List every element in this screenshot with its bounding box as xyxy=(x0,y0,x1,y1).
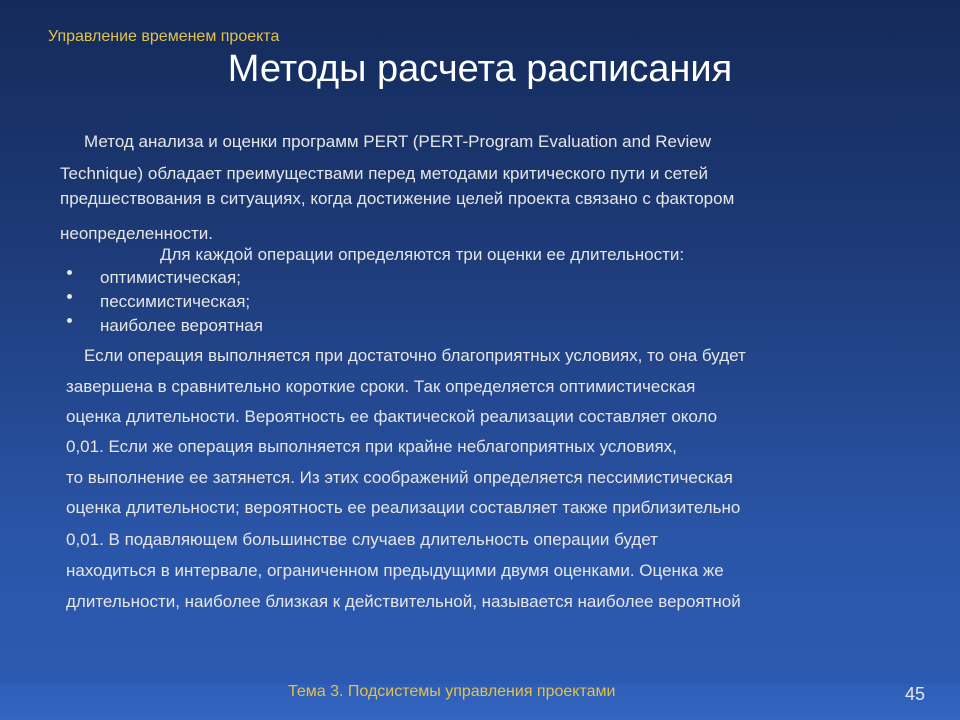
footer-topic: Тема 3. Подсистемы управления проектами xyxy=(288,683,616,700)
estimate-item-most-likely: наиболее вероятная xyxy=(100,316,263,335)
intro-line: Technique) обладает преимуществами перед методами критического пути и сетей xyxy=(60,164,709,183)
explanation-line: 0,01. Если же операция выполняется при крайне неблагоприятных условиях, xyxy=(66,437,677,456)
bullet-icon xyxy=(67,294,72,299)
intro-line: предшествования в ситуациях, когда достижение целей проекта связано с фактором xyxy=(60,189,735,208)
explanation-line: 0,01. В подавляющем большинстве случаев длительность операции будет xyxy=(66,530,658,549)
estimates-lead: Для каждой операции определяются три оценки ее длительности: xyxy=(160,245,685,264)
page-number: 45 xyxy=(905,684,926,704)
intro-line: Метод анализа и оценки программ PERT (PERT-Program Evaluation and Review xyxy=(84,132,711,151)
estimate-item-optimistic: оптимистическая; xyxy=(100,268,241,287)
explanation-line: оценка длительности; вероятность ее реализации составляет также приблизительно xyxy=(66,498,741,517)
explanation-line: то выполнение ее затянется. Из этих соображений определяется пессимистическая xyxy=(66,468,733,487)
bullet-icon xyxy=(67,318,72,323)
explanation-line: находиться в интервале, ограниченном предыдущими двумя оценками. Оценка же xyxy=(66,561,724,580)
explanation-line: завершена в сравнительно короткие сроки. Так определяется оптимистическая xyxy=(66,377,696,396)
explanation-line: оценка длительности. Вероятность ее фактической реализации составляет около xyxy=(66,407,718,426)
bullet-icon xyxy=(67,270,72,275)
intro-line: неопределенности. xyxy=(60,224,213,243)
estimate-item-pessimistic: пессимистическая; xyxy=(100,292,251,311)
section-label: Управление временем проекта xyxy=(48,28,280,45)
slide-title: Методы расчета расписания xyxy=(227,48,733,90)
explanation-line: Если операция выполняется при достаточно благоприятных условиях, то она будет xyxy=(84,346,746,365)
explanation-line: длительности, наиболее близкая к действительной, называется наиболее вероятной xyxy=(66,592,741,611)
